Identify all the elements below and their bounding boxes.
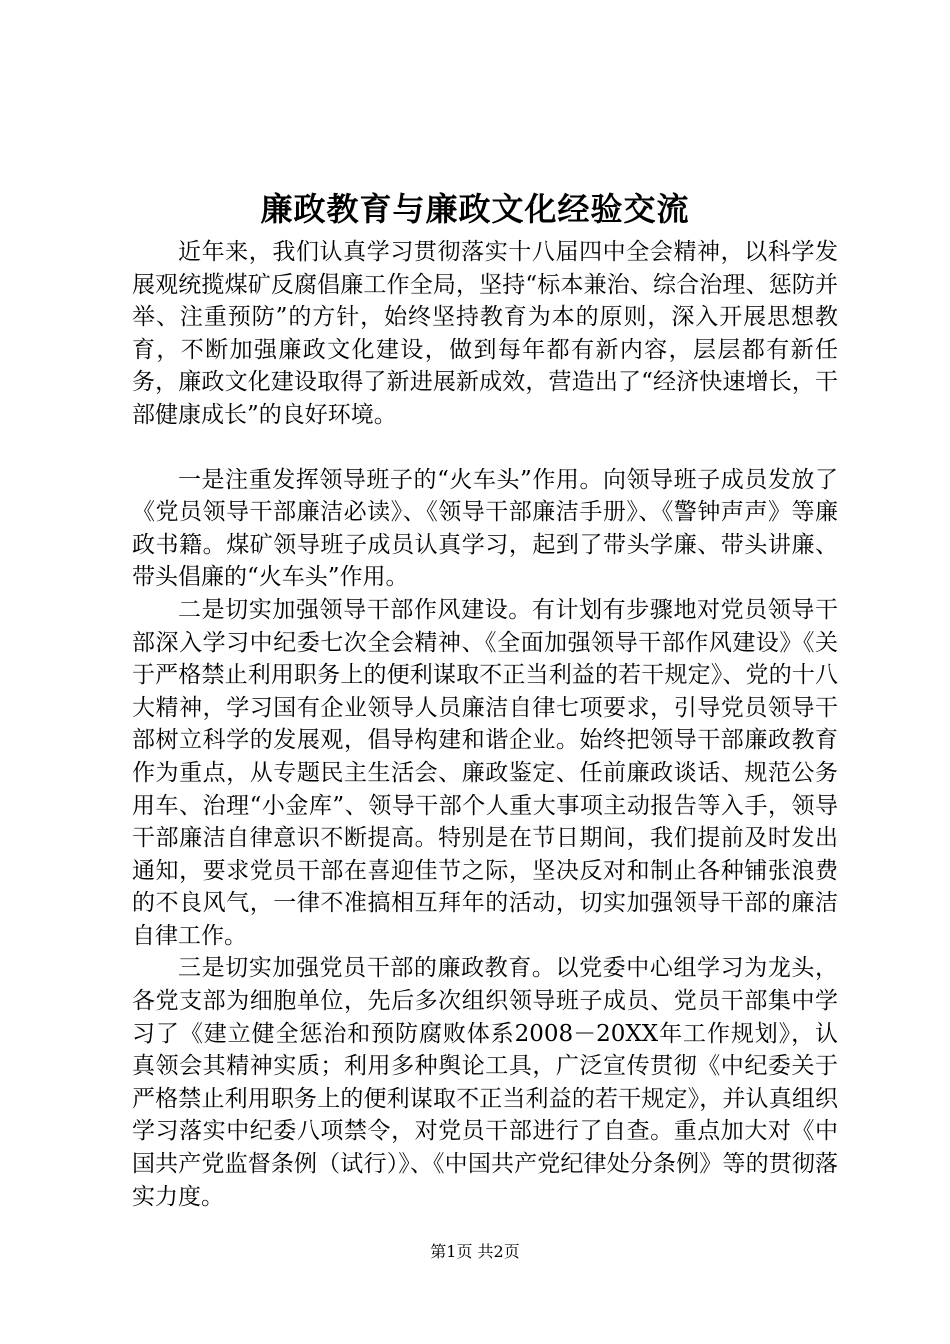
document-body (132, 236, 838, 1213)
paragraph-work-style: 二是切实加强领导干部作风建设。有计划有步骤地对党员领导干部深入学习中纪委七次全会精神、《全面加强领导干部作风建设》《关于严格禁止利用职务上的便利谋取不正当利益的若干规定》、党的十八大精神，学习国有企业领导人员廉洁自律七项要求，引导党员领导干部树立科学的发展观，倡导构建和谐企业。始终把领导干部廉政教育作为重点，从专题民主生活会、廉政鉴定、任前廉政谈话、规范公务用车、治理“小金库”、领导干部个人重大事项主动报告等入手，领导干部廉洁自律意识不断提高。特别是在节日期间，我们提前及时发出通知，要求党员干部在喜迎佳节之际，坚决反对和制止各种铺张浪费的不良风气，一律不准搞相互拜年的活动，切实加强领导干部的廉洁自律工作。 (132, 596, 838, 949)
document-title: 廉政教育与廉政文化经验交流 (260, 190, 690, 228)
paragraph-integrity-education: 三是切实加强党员干部的廉政教育。以党委中心组学习为龙头，各党支部为细胞单位，先后多次组织领导班子成员、党员干部集中学习了《建立健全惩治和预防腐败体系2008－20XX年工作规划》，认真领会其精神实质；利用多种舆论工具，广泛宣传贯彻《中纪委关于严格禁止利用职务上的便利谋取不正当利益的若干规定》，并认真组织学习落实中纪委八项禁令，对党员干部进行了自查。重点加大对《中国共产党监督条例（试行）》、《中国共产党纪律处分条例》等的贯彻落实力度。 (132, 955, 838, 1210)
paragraph-intro: 近年来，我们认真学习贯彻落实十八届四中全会精神，以科学发展观统揽煤矿反腐倡廉工作全局，坚持“标本兼治、综合治理、惩防并举、注重预防”的方针，始终坚持教育为本的原则，深入开展思想教育，不断加强廉政文化建设，做到每年都有新内容，层层都有新任务，廉政文化建设取得了新进展新成效，营造出了“经济快速增长，干部健康成长”的良好环境。 (132, 239, 838, 428)
paragraph-leadership-role: 一是注重发挥领导班子的“火车头”作用。向领导班子成员发放了《党员领导干部廉洁必读》、《领导干部廉洁手册》、《警钟声声》等廉政书籍。煤矿领导班子成员认真学习，起到了带头学廉、带头讲廉、带头倡廉的“火车头”作用。 (132, 466, 838, 591)
page-footer: 第1页 共2页 (430, 1242, 520, 1261)
